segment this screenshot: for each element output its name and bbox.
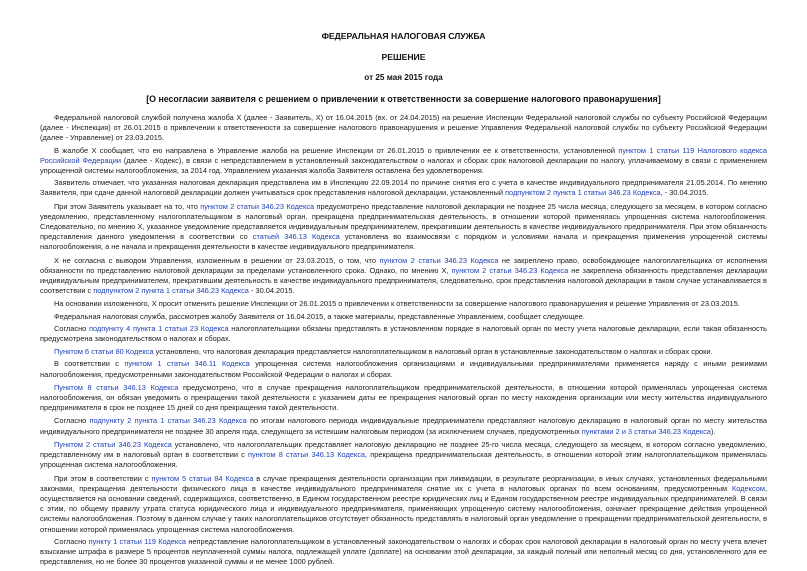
legal-reference-link[interactable]: пунктом 1 статьи 119 Налогового кодекса Российской Федерации <box>40 145 767 165</box>
paragraph-text: по итогам налогового периода индивидуальные предприниматели представляют налоговую декларацию в налоговый орган по месту жительства индивидуального предпринимателя не позднее 30 апреля года, следующего за истекшим налоговым периодом (за исключением случаев, предусмотренных <box>40 416 768 436</box>
paragraph <box>40 312 767 322</box>
legal-reference-link[interactable]: Пунктом 2 статьи 346.23 Кодекса <box>54 439 172 449</box>
paragraph <box>40 178 767 198</box>
paragraph-text: , - 30.04.2015. <box>660 188 709 198</box>
legal-reference-link[interactable]: пункту 1 статьи 119 Кодекса <box>88 536 187 546</box>
legal-reference-link[interactable]: пунктом 8 статьи 346.13 Кодекса <box>247 450 366 460</box>
paragraph-text: Согласно <box>54 323 89 333</box>
paragraph-text: В жалобе Х сообщает, что ею направлена в Управление жалоба на решение Инспекции от 26.01.2015 о привлечении ее к ответственности, установленной <box>54 145 619 155</box>
paragraph <box>40 474 767 535</box>
paragraph-text: В соответствии с <box>54 359 125 369</box>
paragraph <box>40 146 767 177</box>
document-body <box>40 113 767 567</box>
paragraph <box>40 383 767 414</box>
paragraph-text: При этом в соответствии с <box>54 473 152 483</box>
legal-reference-link[interactable]: Кодексом <box>731 483 765 493</box>
legal-reference-link[interactable]: подпунктом 2 пункта 1 статьи 346.23 Кодекса <box>505 188 661 198</box>
paragraph-text: в случае прекращения деятельности организации при ликвидации, в результате реорганизации, в иных случаях, установленных федеральными законами, прекращения деятельности физического лица в качестве индивидуального предпринимателя снятие их с учета в налоговых органах по всем основаниям, предусмотренным <box>40 473 767 493</box>
paragraph-text: установлено, что налоговая декларация представляется налогоплательщиком в налоговый орган в установленные законодательством о налогах и сборах сроки. <box>153 347 713 357</box>
paragraph-text: На основании изложенного, Х просит отменить решение Инспекции от 26.01.2015 о привлечении к ответственности за совершение налогового правонарушения и решение Управления от 23.03.2015. <box>54 299 740 309</box>
paragraph-text: Заявитель отмечает, что указанная налоговая декларация представлена им в Инспекцию 22.09.2014 по причине снятия его с учета в качестве индивидуального предпринимателя 21.05.2014. По мнению Заявителя, при сдаче данной налоговой декларации должен учитываться срок представления налоговой декларации, установленный <box>40 178 767 198</box>
legal-reference-link[interactable]: подпунктом 2 пункта 1 статьи 346.23 Кодекса <box>93 286 249 296</box>
paragraph <box>40 359 767 379</box>
legal-reference-link[interactable]: пунктом 2 статьи 346.23 Кодекса <box>200 201 315 211</box>
paragraph <box>40 299 767 309</box>
paragraph <box>40 202 767 253</box>
legal-reference-link[interactable]: пунктом 1 статьи 346.11 Кодекса <box>124 359 250 369</box>
paragraph-text: - 30.04.2015. <box>248 286 295 296</box>
legal-reference-link[interactable]: Пунктом 8 статьи 346.13 Кодекса <box>54 382 179 392</box>
paragraph <box>40 416 767 436</box>
paragraph <box>40 440 767 471</box>
paragraph-text: Согласно <box>54 536 89 546</box>
paragraph-text: (далее - Кодекс), в связи с непредставлением в установленный законодательством о налогах и сборах срок налоговой декларации по налогу, уплачиваемому в связи с применением упрощенной системы налогообложения, за 2014 год. Управлением указанная жалоба Заявителя оставлена без удовлетворения. <box>40 155 768 176</box>
document-date: от 25 мая 2015 года <box>364 73 443 82</box>
paragraph-text: установлена во взаимосвязи с порядком и условиями начала и прекращения применения упрощенной системы налогообложения, а не начала и прекращения деятельности в качестве индивидуального предпринимателя. <box>40 232 768 252</box>
legal-reference-link[interactable]: подпункту 2 пункта 1 статьи 346.23 Кодекса <box>89 416 247 426</box>
paragraph-text: Федеральной налоговой службой получена жалоба Х (далее - Заявитель, Х) от 16.04.2015 (вх. от 24.04.2015) на решение Инспекции Федеральной налоговой службы по субъекту Российской Федерации (далее - Инспекция) от 26.01.2015 о привлечении к ответственности за совершение налогового правонарушения и решение Управления Федеральной налоговой службы по субъекту Российской Федерации (далее - Управление) от 23.03.2015. <box>40 113 767 143</box>
legal-reference-link[interactable]: пунктом 2 статьи 346.23 Кодекса <box>379 255 499 265</box>
document-type: РЕШЕНИЕ <box>381 52 426 62</box>
paragraph-text: При этом Заявитель указывает на то, что <box>54 201 201 211</box>
legal-reference-link[interactable]: статьей 346.13 Кодекса <box>252 232 340 242</box>
legal-reference-link[interactable]: Пунктом 6 статьи 80 Кодекса <box>54 347 154 357</box>
paragraph-text: не закреплена обязанность представления декларации индивидуальным предпринимателем, прекратившим деятельность в качестве индивидуального предпринимателя, следовательно, срок представления налоговой декларации в таком случае устанавливается в соответствии с <box>40 265 767 296</box>
legal-reference-link[interactable]: пунктом 2 статьи 346.23 Кодекса <box>451 265 569 275</box>
paragraph <box>40 347 767 357</box>
paragraph-text: , осуществляется на основании сведений, содержащихся, соответственно, в Едином государственном реестре юридических лиц и Едином государственном реестре индивидуальных предпринимателей. В связи с этим, по общему правилу утрата статуса юридического лица и индивидуального предпринимателя, применяющих упрощенную систему налогообложения, означает прекращение действия упрощенной системы налогообложения. Поэтому в данном случае у таких налогоплательщиков отсутствует обязанность представлять в налоговый орган уведомление о прекращении предпринимательской деятельности, в отношении которой применялась упрощенная система налогообложения. <box>40 483 767 534</box>
paragraph <box>40 537 767 568</box>
paragraph-text: Х не согласна с выводом Управления, изложенным в решении от 23.03.2015, о том, что <box>54 255 380 265</box>
paragraph-text: , прекращена предпринимательская деятельность, в отношении которой этим налогоплательщиком применялась упрощенная система налогообложения. <box>40 450 768 470</box>
legal-reference-link[interactable]: пунктом 5 статьи 84 Кодекса <box>151 473 254 483</box>
paragraph-text: предусмотрено, что в случае прекращения налогоплательщиком предпринимательской деятельности, в отношении которой применялась упрощенная система налогообложения, он обязан уведомить о прекращении такой деятельности с указанием даты ее прекращения налоговый орган по месту нахождения организации или месту жительства индивидуального предпринимателя в срок не позднее 15 дней со дня прекращения такой деятельности. <box>40 382 767 413</box>
paragraph <box>40 256 767 297</box>
org-title: ФЕДЕРАЛЬНАЯ НАЛОГОВАЯ СЛУЖБА <box>321 31 486 41</box>
paragraph-text: непредставление налогоплательщиком в установленный законодательством о налогах и сборах срок налоговой декларации в налоговый орган по месту учета влечет взыскание штрафа в размере 5 процентов неуплаченной суммы налога, подлежащей уплате (доплате) на основании этой декларации, за каждый полный или неполный месяц со дня, установленного для ее представления, но не более 30 процентов указанной суммы и не менее 1000 рублей. <box>40 536 767 567</box>
paragraph-text: Федеральная налоговая служба, рассмотрев жалобу Заявителя от 16.04.2015, а также материалы, представленные Управлением, сообщает следующее. <box>54 311 585 321</box>
paragraph-text: предусмотрено представление налоговой декларации не позднее 25 числа месяца, следующего за месяцем, в котором согласно уведомлению, представленному налогоплательщиком в налоговый орган, прекращена предпринимательская деятельность, в отношении которой применялась упрощенная система налогообложения. Следовательно, по мнению Х, указанное уведомление представляется индивидуальным предпринимателем, прекратившим деятельность в качестве индивидуального предпринимателя. При этом обязанность представления данного уведомления в соответствии со <box>40 201 768 242</box>
legal-reference-link[interactable]: подпункту 4 пункта 1 статьи 23 Кодекса <box>88 323 229 333</box>
paragraph <box>40 324 767 344</box>
paragraph-text: Согласно <box>54 416 90 426</box>
paragraph-text: ). <box>710 426 716 436</box>
paragraph <box>40 113 767 144</box>
paragraph-text: упрощенная система налогообложения организациями и индивидуальными предпринимателями применяется наряду с иными режимами налогообложения, предусмотренными законодательством Российской Федерации о налогах и сборах. <box>40 359 768 379</box>
paragraph-text: установлено, что налогоплательщик представляет налоговую декларацию не позднее 25-го числа месяца, следующего за месяцем, в котором согласно уведомлению, представленному им в налоговый орган в соответствии с <box>40 439 768 460</box>
paragraph-text: не закреплено право, освобождающее налогоплательщика от исполнения обязанности по представлению налоговой декларации за пределами установленного срока. Однако, по мнению Х, <box>40 255 767 275</box>
legal-reference-link[interactable]: пунктами 2 и 3 статьи 346.23 Кодекса <box>581 426 711 436</box>
document-subject: [О несогласии заявителя с решением о привлечении к ответственности за совершение налогового правонарушения] <box>146 94 661 104</box>
paragraph-text: налогоплательщики обязаны представлять в установленном порядке в налоговый орган по месту учета налоговые декларации, если такая обязанность предусмотрена законодательством о налогах и сборах. <box>40 323 767 344</box>
